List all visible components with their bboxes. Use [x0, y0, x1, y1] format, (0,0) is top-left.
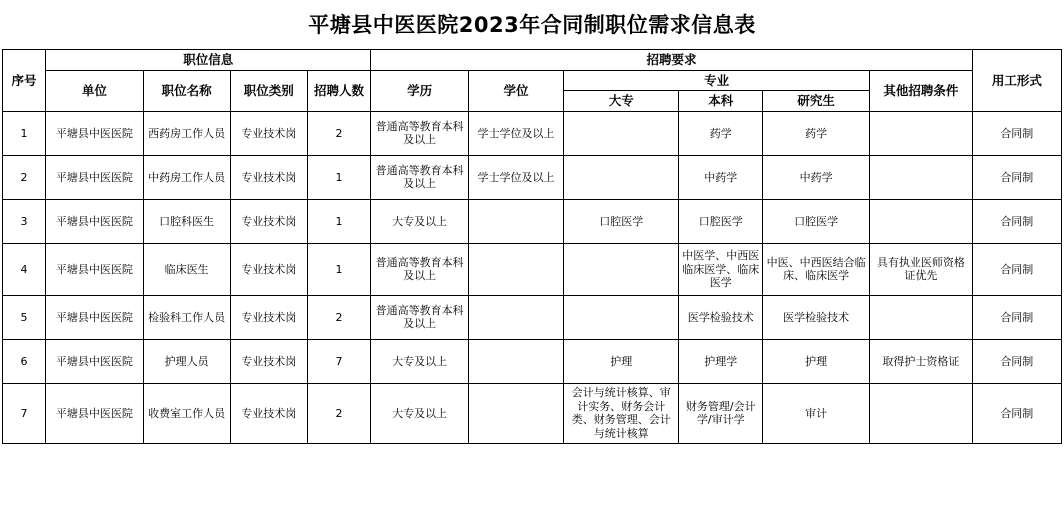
cell-major-graduate: 中医、中西医结合临床、临床医学	[763, 243, 870, 295]
header-major: 专业	[564, 70, 870, 91]
header-group-requirements: 招聘要求	[371, 50, 972, 71]
cell-employment-form: 合同制	[972, 155, 1061, 199]
cell-major-college: 会计与统计核算、审计实务、财务会计类、财务管理、会计与统计核算	[564, 383, 679, 443]
cell-education: 大专及以上	[371, 383, 468, 443]
cell-post-name: 西药房工作人员	[143, 111, 230, 155]
cell-degree: 学士学位及以上	[468, 155, 563, 199]
cell-major-bachelor: 中药学	[679, 155, 763, 199]
cell-seq: 6	[3, 339, 46, 383]
cell-major-graduate: 口腔医学	[763, 199, 870, 243]
cell-post-name: 临床医生	[143, 243, 230, 295]
cell-major-bachelor: 药学	[679, 111, 763, 155]
cell-headcount: 2	[307, 111, 371, 155]
header-group-post-info: 职位信息	[46, 50, 371, 71]
table-row	[3, 243, 1062, 295]
cell-major-graduate: 医学检验技术	[763, 295, 870, 339]
cell-education: 普通高等教育本科及以上	[371, 155, 468, 199]
cell-degree: 学士学位及以上	[468, 111, 563, 155]
cell-other-conditions	[870, 383, 973, 443]
cell-unit: 平塘县中医医院	[46, 243, 143, 295]
cell-headcount: 1	[307, 155, 371, 199]
cell-degree	[468, 339, 563, 383]
cell-unit: 平塘县中医医院	[46, 111, 143, 155]
cell-major-college: 口腔医学	[564, 199, 679, 243]
cell-major-college	[564, 155, 679, 199]
header-seq: 序号	[3, 50, 46, 112]
cell-major-graduate: 药学	[763, 111, 870, 155]
table-row	[3, 383, 1062, 443]
cell-major-college	[564, 243, 679, 295]
cell-other-conditions	[870, 155, 973, 199]
cell-major-college	[564, 111, 679, 155]
cell-post-type: 专业技术岗	[230, 295, 307, 339]
cell-unit: 平塘县中医医院	[46, 199, 143, 243]
table-body	[3, 111, 1062, 443]
table-row	[3, 155, 1062, 199]
cell-education: 普通高等教育本科及以上	[371, 111, 468, 155]
header-post-name: 职位名称	[143, 70, 230, 111]
cell-other-conditions	[870, 295, 973, 339]
cell-other-conditions: 具有执业医师资格证优先	[870, 243, 973, 295]
cell-seq: 7	[3, 383, 46, 443]
header-major-bachelor: 本科	[679, 91, 763, 112]
cell-major-bachelor: 口腔医学	[679, 199, 763, 243]
cell-post-type: 专业技术岗	[230, 155, 307, 199]
cell-post-type: 专业技术岗	[230, 111, 307, 155]
cell-unit: 平塘县中医医院	[46, 339, 143, 383]
cell-post-name: 护理人员	[143, 339, 230, 383]
cell-unit: 平塘县中医医院	[46, 155, 143, 199]
cell-headcount: 7	[307, 339, 371, 383]
header-post-type: 职位类别	[230, 70, 307, 111]
cell-seq: 1	[3, 111, 46, 155]
cell-headcount: 1	[307, 199, 371, 243]
cell-employment-form: 合同制	[972, 199, 1061, 243]
job-requirements-table	[2, 49, 1062, 444]
cell-post-type: 专业技术岗	[230, 339, 307, 383]
cell-post-type: 专业技术岗	[230, 383, 307, 443]
cell-headcount: 2	[307, 295, 371, 339]
table-row	[3, 199, 1062, 243]
cell-post-type: 专业技术岗	[230, 243, 307, 295]
header-employment-form: 用工形式	[972, 50, 1061, 112]
cell-post-name: 检验科工作人员	[143, 295, 230, 339]
header-education: 学历	[371, 70, 468, 111]
table-row	[3, 295, 1062, 339]
cell-post-name: 口腔科医生	[143, 199, 230, 243]
cell-major-college: 护理	[564, 339, 679, 383]
cell-education: 普通高等教育本科及以上	[371, 295, 468, 339]
header-degree: 学位	[468, 70, 563, 111]
header-headcount: 招聘人数	[307, 70, 371, 111]
cell-seq: 3	[3, 199, 46, 243]
cell-major-graduate: 中药学	[763, 155, 870, 199]
cell-headcount: 2	[307, 383, 371, 443]
cell-other-conditions	[870, 199, 973, 243]
cell-seq: 5	[3, 295, 46, 339]
header-row-1	[3, 50, 1062, 71]
cell-education: 大专及以上	[371, 339, 468, 383]
cell-seq: 2	[3, 155, 46, 199]
header-row-2	[3, 70, 1062, 91]
cell-degree	[468, 243, 563, 295]
table-row	[3, 339, 1062, 383]
cell-unit: 平塘县中医医院	[46, 295, 143, 339]
table-header	[3, 50, 1062, 112]
cell-major-graduate: 护理	[763, 339, 870, 383]
cell-headcount: 1	[307, 243, 371, 295]
cell-major-college	[564, 295, 679, 339]
cell-other-conditions: 取得护士资格证	[870, 339, 973, 383]
cell-major-bachelor: 财务管理/会计学/审计学	[679, 383, 763, 443]
cell-employment-form: 合同制	[972, 339, 1061, 383]
cell-employment-form: 合同制	[972, 243, 1061, 295]
header-major-college: 大专	[564, 91, 679, 112]
page-title: 平塘县中医医院2023年合同制职位需求信息表	[308, 13, 756, 37]
cell-major-bachelor: 护理学	[679, 339, 763, 383]
cell-employment-form: 合同制	[972, 111, 1061, 155]
table-row	[3, 111, 1062, 155]
cell-unit: 平塘县中医医院	[46, 383, 143, 443]
cell-seq: 4	[3, 243, 46, 295]
cell-education: 大专及以上	[371, 199, 468, 243]
cell-major-bachelor: 医学检验技术	[679, 295, 763, 339]
cell-degree	[468, 383, 563, 443]
header-other-conditions: 其他招聘条件	[870, 70, 973, 111]
header-unit: 单位	[46, 70, 143, 111]
cell-other-conditions	[870, 111, 973, 155]
cell-degree	[468, 199, 563, 243]
cell-major-bachelor: 中医学、中西医临床医学、临床医学	[679, 243, 763, 295]
cell-post-name: 收费室工作人员	[143, 383, 230, 443]
cell-major-graduate: 审计	[763, 383, 870, 443]
cell-degree	[468, 295, 563, 339]
cell-education: 普通高等教育本科及以上	[371, 243, 468, 295]
cell-employment-form: 合同制	[972, 383, 1061, 443]
cell-employment-form: 合同制	[972, 295, 1061, 339]
header-major-graduate: 研究生	[763, 91, 870, 112]
cell-post-name: 中药房工作人员	[143, 155, 230, 199]
cell-post-type: 专业技术岗	[230, 199, 307, 243]
